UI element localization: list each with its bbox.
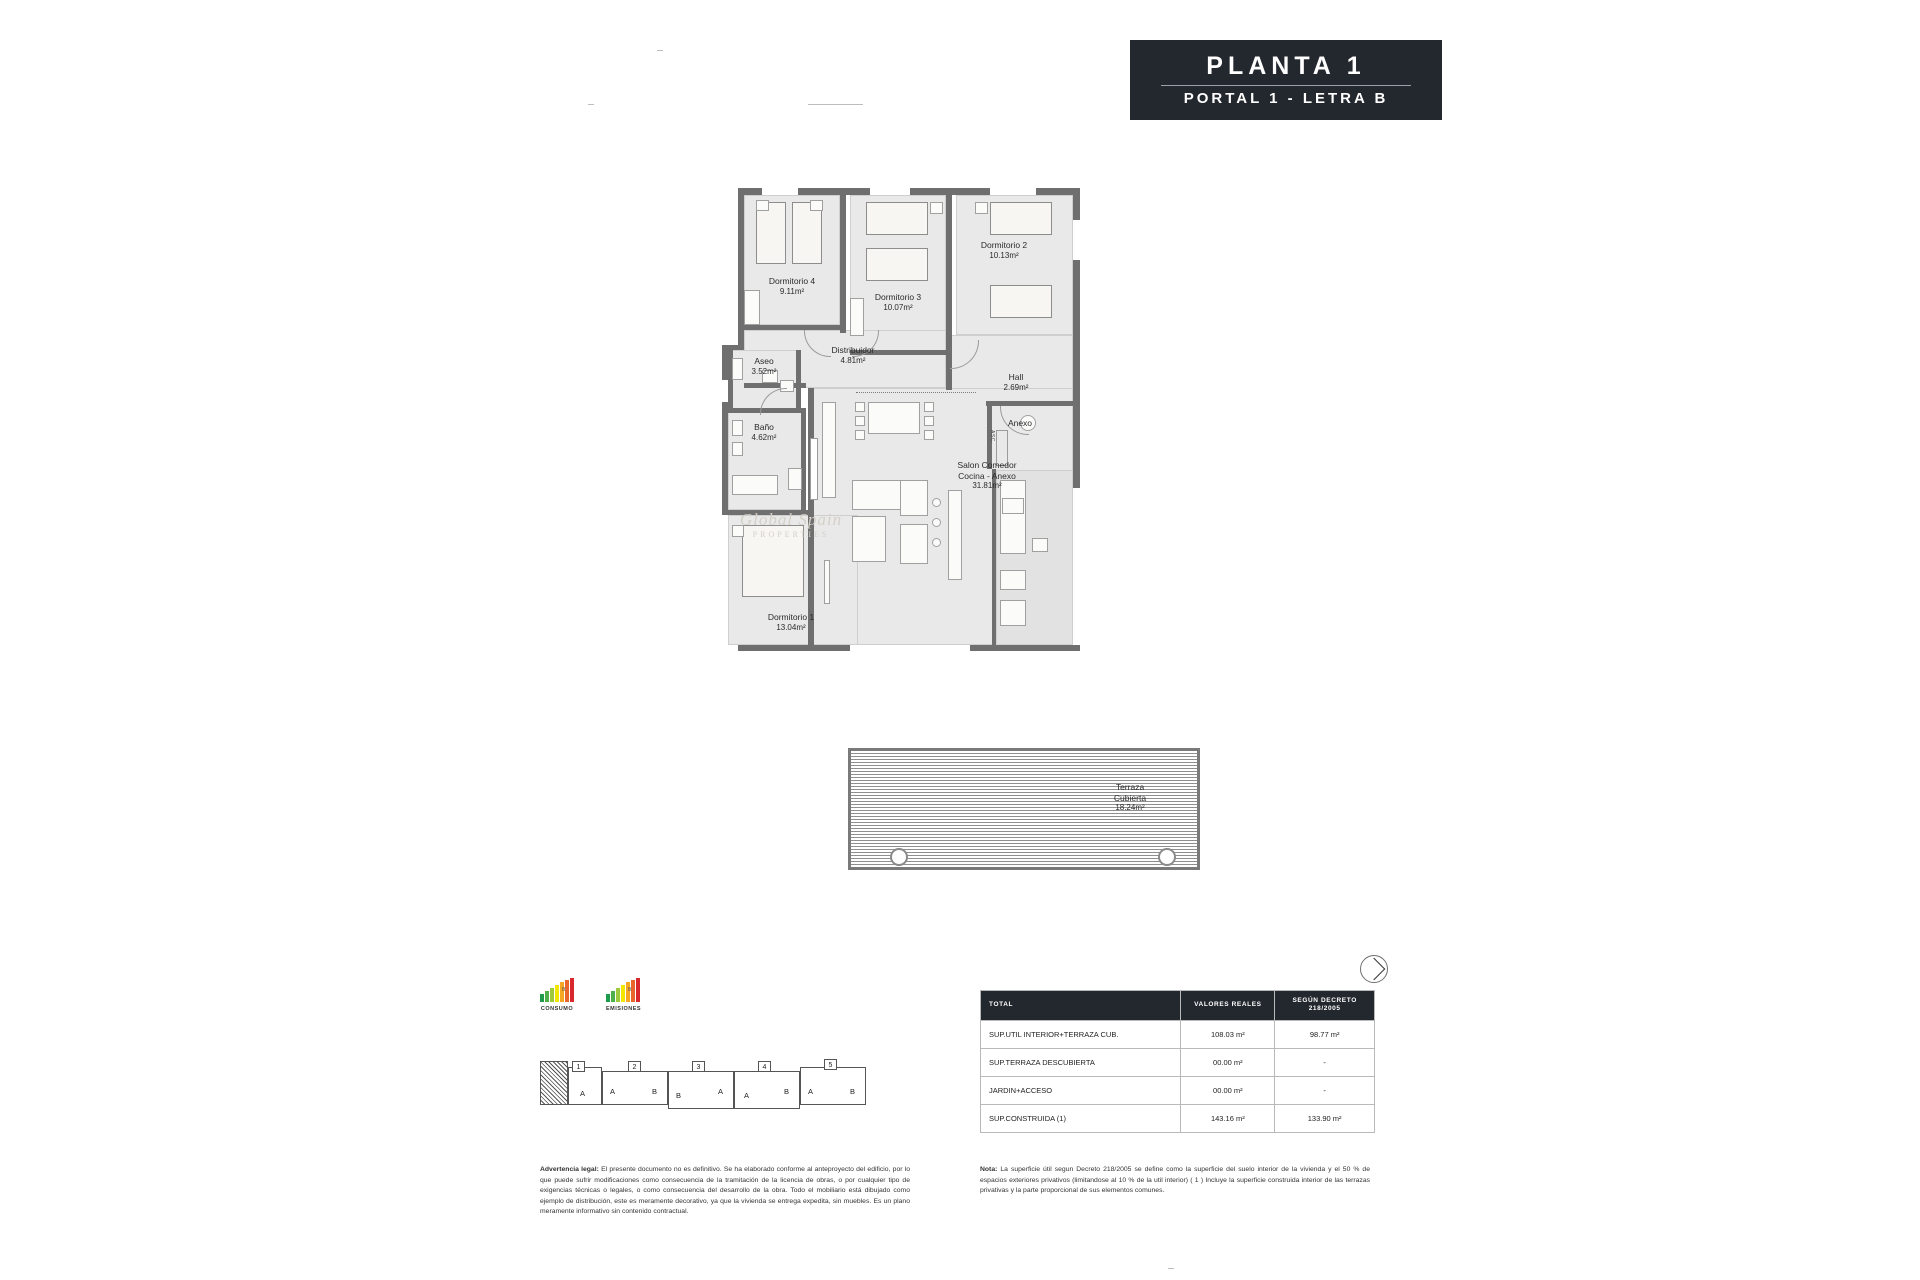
row-label: JARDIN+ACCESO [981,1076,1181,1104]
table-header-row [981,991,1375,1021]
furniture-stool [932,518,941,527]
table-row [981,1048,1375,1076]
row-decreto: 133.90 m² [1275,1104,1375,1132]
table-header-total: TOTAL [981,991,1181,1021]
keyplan-letter: A [610,1087,616,1096]
keyplan-letter: A [744,1091,750,1100]
furniture-chair [855,416,865,426]
label-distribuidor [808,345,898,366]
label-bano [732,422,796,443]
legal-heading: Advertencia legal: [540,1166,599,1173]
furniture-stool [932,498,941,507]
energy-bars-emisiones [606,980,641,1002]
room-name-2: Cocina - Anexo [958,470,1016,481]
table-header-valores: VALORES REALES [1181,991,1275,1021]
room-name: Distribuidor [831,345,875,355]
furniture-stool [932,538,941,547]
furniture-bathtub [732,475,778,495]
furniture-bed [990,202,1052,235]
label-aseo [732,356,796,377]
row-label: SUP.UTIL INTERIOR+TERRAZA CUB. [981,1020,1181,1048]
row-real: 143.16 m² [1181,1104,1275,1132]
room-name: Anexo [1007,418,1033,428]
keyplan-number: 5 [824,1059,837,1070]
room-name: Aseo [754,356,774,366]
label-salon-comedor [932,460,1042,491]
room-area: 4.62m² [751,432,777,442]
room-area: 13.04m² [776,622,806,632]
furniture-hob [1002,498,1024,514]
furniture-bed [792,202,822,264]
keyplan-number: 3 [692,1061,705,1072]
energy-consumo [540,980,574,1012]
partition-bano-right [801,412,806,510]
keyplan-unit [734,1071,800,1109]
table-row [981,1104,1375,1132]
furniture-shower [788,468,802,490]
row-decreto: 98.77 m² [1275,1020,1375,1048]
room-name: Hall [1008,372,1024,382]
room-area: 31.81m² [972,481,1002,491]
row-decreto: - [1275,1076,1375,1104]
label-anexo [992,418,1048,429]
furniture-chair [924,430,934,440]
energy-consumo-label: CONSUMO [540,1006,574,1012]
furniture-nightstand [930,202,943,214]
energy-bars-consumo [540,980,574,1002]
label-hall [988,372,1044,393]
furniture-chair [924,402,934,412]
north-arrow-icon [1360,955,1388,983]
keyplan-letter: A [580,1089,586,1098]
furniture-kitchen-island [948,490,962,580]
furniture-chair [855,402,865,412]
note-heading: Nota: [980,1166,998,1173]
label-dormitorio-2 [958,240,1050,261]
row-real: 00.00 m² [1181,1048,1275,1076]
furniture-bed [866,248,928,281]
room-name: Terraza [1115,782,1145,792]
room-area: 10.07m² [883,302,913,312]
label-dormitorio-4 [746,276,838,297]
window-dorm1 [722,550,728,605]
furniture-chair [855,430,865,440]
row-decreto: - [1275,1048,1375,1076]
row-real: 108.03 m² [1181,1020,1275,1048]
keyplan-letter: B [652,1087,658,1096]
furniture-sink [1000,570,1026,590]
keyplan-unit [568,1067,602,1105]
asc-label: ASC. [989,430,995,444]
partition-aseo-right [796,350,801,412]
keyplan-letter: B [676,1091,682,1100]
room-area: 18.24m² [1115,803,1145,813]
room-area: 10.13m² [989,250,1019,260]
window-d2 [990,188,1036,195]
door-sliding [810,438,818,500]
room-name-2: Cubierta [1113,792,1147,803]
partition-distribuidor-bottom [744,383,806,388]
table-row [981,1076,1375,1104]
room-area: 4.81m² [840,355,866,365]
scan-artifact [657,50,663,51]
keyplan-number: 4 [758,1061,771,1072]
keyplan-number: 2 [628,1061,641,1072]
furniture-coffee-table [852,516,886,562]
room-name: Dormitorio 4 [768,276,816,286]
title-block [1122,40,1442,120]
keyplan-letter: B [850,1087,856,1096]
legal-text: El presente documento no es definitivo. Se ha elaborado conforme al anteproyecto del edificio, por lo que puede sufrir modificaciones como consecuencia de la tramitación de la licencia de obras, o por cualquier tipo de exigencias técnicas o legales, o como consecuencia del desarrollo de la obra. Todo el mobiliario está dibujado como ejemplo de distribución, este es meramente decorativo, ya que la vivienda se entrega expedita, sin muebles. Es un plano meramente informativo sin contenido contractual. [540,1166,910,1216]
energy-emisiones-label: EMISIONES [606,1006,642,1012]
furniture-armchair [900,524,928,564]
window-salon [850,645,970,651]
furniture-sofa [852,480,904,510]
window-d3 [870,188,910,195]
watermark-text: Global Spain [739,510,843,529]
furniture-toilet [732,442,743,456]
partition-d4-d3 [840,195,846,333]
note-text: La superficie útil segun Decreto 218/2005 se define como la superficie del suelo interior de la vivienda y el 50 % de espacios exteriores privativos (limitandose al 10 % de la util interior) ( 1 ) Incluye la superficie construida interior de las terrazas privativas y la parte proporcional de sus elementos comunes. [980,1166,1370,1195]
scan-artifact [1168,1268,1174,1269]
room-area: 2.69m² [1003,382,1029,392]
table-header-decreto: SEGÚN DECRETO 218/2005 [1275,991,1375,1021]
energy-rating-block [540,980,660,1030]
partition-cocina-left [992,469,996,645]
table-row [981,1020,1375,1048]
row-real: 00.00 m² [1181,1076,1275,1104]
label-dormitorio-3 [852,292,944,313]
furniture-wardrobe [824,560,830,604]
furniture-appliance [1000,600,1026,626]
room-area: 3.52m² [751,366,777,376]
key-plan [540,1053,920,1111]
window-d4 [762,188,798,195]
row-label: SUP.CONSTRUIDA (1) [981,1104,1181,1132]
terrace-column [890,848,908,866]
watermark [726,510,856,539]
furniture-chair [924,416,934,426]
keyplan-unit [800,1067,866,1105]
room-name: Dormitorio 2 [980,240,1028,250]
row-label: SUP.TERRAZA DESCUBIERTA [981,1048,1181,1076]
plan-title: PLANTA 1 [1206,51,1366,80]
energy-emisiones [606,980,641,1012]
furniture-console [822,402,836,498]
keyplan-letter: B [784,1087,790,1096]
scan-artifact [808,104,863,105]
keyplan-unit [668,1071,734,1109]
furniture-armchair [900,480,928,516]
keyplan-hatch [540,1061,568,1105]
zone-divider [856,392,976,393]
keyplan-letter: A [718,1087,724,1096]
energy-emisiones-letter: B [628,987,632,993]
terrace-column [1158,848,1176,866]
furniture-nightstand [810,200,823,211]
room-name: Dormitorio 3 [874,292,922,302]
keyplan-number: 1 [572,1061,585,1072]
furniture-bed [990,285,1052,318]
surface-table [980,990,1375,1133]
room-name: Salon Comedor [957,460,1017,470]
furniture-bed [866,202,928,235]
room-name: Baño [754,422,774,432]
scan-artifact [588,104,594,105]
keyplan-letter: A [808,1087,814,1096]
watermark-subtext: PROPERTIES [752,530,830,539]
window-aseo [722,380,728,402]
furniture-washer [1032,538,1048,552]
surface-note [980,1165,1370,1197]
plan-subtitle: PORTAL 1 - LETRA B [1183,90,1389,108]
label-dormitorio-1 [732,612,850,633]
label-terraza [1090,782,1170,813]
furniture-nightstand [975,202,988,214]
furniture-nightstand [756,200,769,211]
energy-consumo-letter: B [562,987,566,993]
furniture-bed [756,202,786,264]
room-area: 9.11m² [779,286,805,296]
legal-disclaimer [540,1165,910,1218]
title-divider [1161,85,1411,86]
furniture-dining-table [868,402,920,434]
window-d2-side [1073,220,1080,260]
room-name: Dormitorio 1 [767,612,815,622]
